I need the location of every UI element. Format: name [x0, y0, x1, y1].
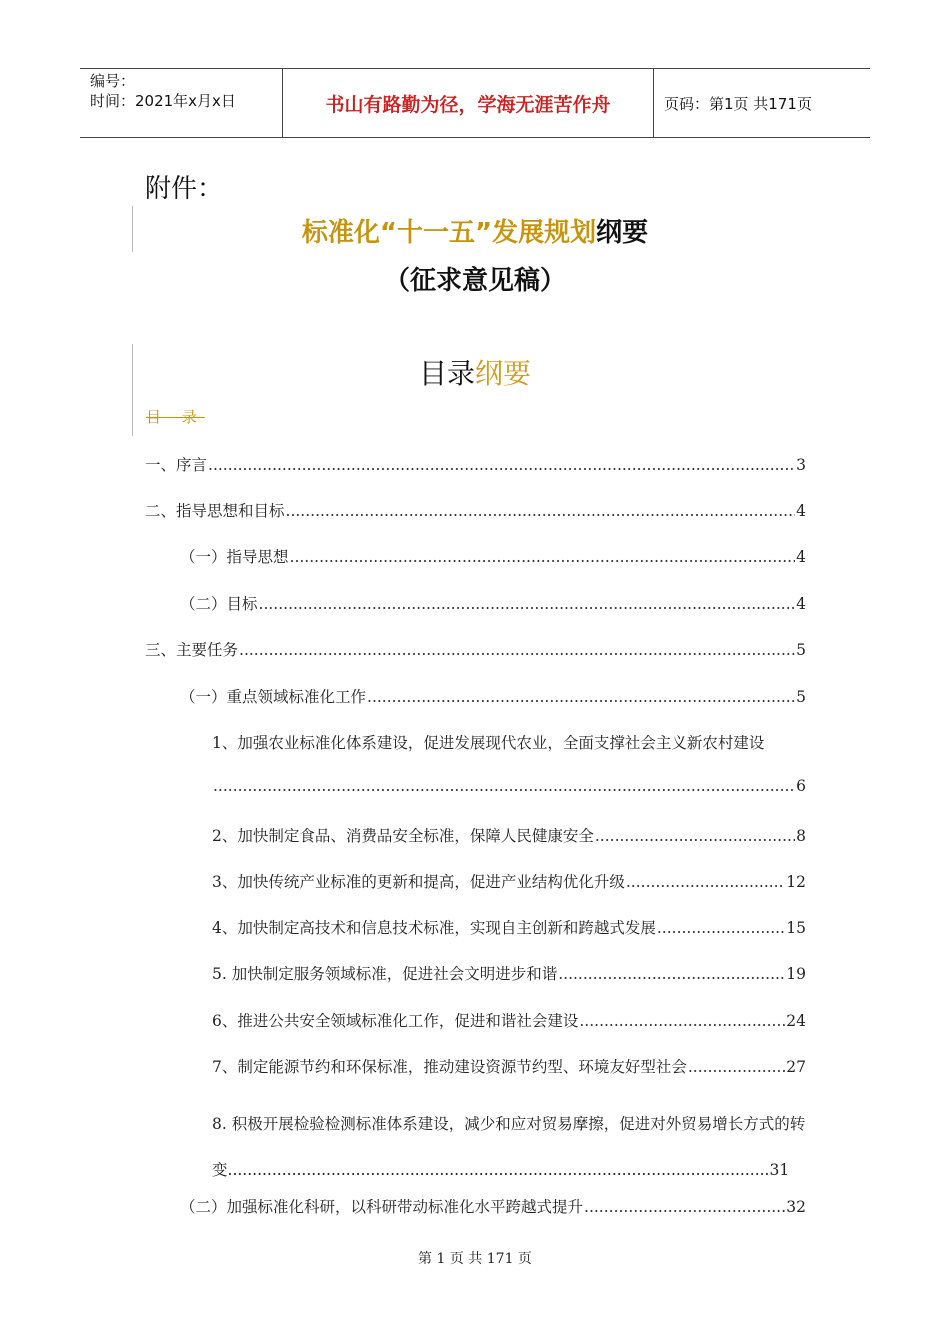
deleted-toc-label: 目 录: [146, 408, 205, 426]
toc-entry[interactable]: [212, 777, 806, 795]
toc-entry-text: （二）加强标准化科研，以科研带动标准化水平跨越式提升: [180, 1198, 584, 1216]
toc-entry-text: 二、指导思想和目标: [145, 502, 285, 520]
header-page-info: 页码：第1页 共171页: [664, 94, 812, 113]
toc-leader: [584, 1198, 785, 1216]
toc-entry[interactable]: [145, 453, 806, 475]
toc-entry-page: 4: [796, 548, 806, 566]
toc-leader: ..............................................................................................................: [227, 1161, 770, 1179]
title-suffix: 纲要: [596, 218, 649, 248]
page-footer: 第 1 页 共 171 页: [418, 1251, 532, 1267]
toc-leader: [558, 965, 785, 983]
toc-entry[interactable]: [212, 916, 806, 938]
toc-leader: [239, 641, 795, 659]
toc-entry-text: 2、加快制定食品、消费品安全标准，保障人民健康安全: [212, 827, 594, 845]
toc-entry-text: （一）指导思想: [180, 548, 289, 566]
toc-leader: [579, 1012, 785, 1030]
toc-leader: [367, 688, 795, 706]
toc-leader: [595, 827, 795, 845]
toc-entry[interactable]: [180, 545, 806, 567]
toc-entry-page: 31: [769, 1161, 790, 1179]
toc-entry-page: 8: [796, 827, 806, 845]
header-motto: 书山有路勤为径，学海无涯苦作舟: [282, 69, 654, 137]
toc-entry-text[interactable]: 1、加强农业标准化体系建设，促进发展现代农业，全面支撑社会主义新农村建设: [212, 734, 765, 752]
toc-leader: [626, 873, 785, 891]
toc-entry[interactable]: [180, 685, 806, 707]
toc-entry-page: 19: [786, 965, 806, 983]
toc-leader: [286, 502, 796, 520]
toc-leader: [290, 548, 796, 566]
toc-entry-page: 27: [786, 1058, 806, 1076]
toc-heading: [0, 352, 950, 392]
header-table: [80, 68, 870, 138]
toc-entry-text-wrapped: 8. 积极开展检验检测标准体系建设，减少和应对贸易摩擦，促进对外贸易增长方式的转变: [212, 1115, 806, 1179]
toc-entry-page: 15: [786, 919, 806, 937]
toc-entry-page: 3: [796, 456, 806, 474]
toc-entry-page: 5: [796, 641, 806, 659]
toc-heading-inserted: 纲要: [475, 357, 532, 390]
toc-entry[interactable]: [180, 1195, 806, 1217]
toc-entry-page: 24: [786, 1012, 806, 1030]
toc-leader: [688, 1058, 785, 1076]
toc-entry[interactable]: [145, 499, 806, 521]
toc-entry[interactable]: [212, 1055, 806, 1077]
toc-entry-page: 6: [796, 777, 806, 795]
toc-entry-page: 32: [786, 1198, 806, 1216]
toc-entry-text: （一）重点领域标准化工作: [180, 688, 367, 706]
header-meta: [80, 69, 282, 137]
title-main: 标准化“十一五”发展规划: [301, 218, 597, 248]
toc-entry-text: （二）目标: [180, 595, 258, 613]
toc-entry[interactable]: [145, 638, 806, 660]
toc-entry-text: 一、序言: [145, 456, 208, 474]
toc-heading-main: 目录: [418, 357, 475, 390]
document-number-label: 编号：: [90, 72, 136, 90]
toc-entry[interactable]: [212, 962, 806, 984]
document-subtitle: （征求意见稿）: [383, 266, 566, 296]
toc-entry-text: 7、制定能源节约和环保标准，推动建设资源节约型、环境友好型社会: [212, 1058, 687, 1076]
toc-entry-page: 12: [786, 873, 806, 891]
document-date: 时间：2021年x月x日: [90, 92, 236, 110]
toc-leader: [213, 777, 795, 795]
toc-entry-page: 4: [796, 595, 806, 613]
toc-leader: [657, 919, 785, 937]
toc-entry-text: 三、主要任务: [145, 641, 239, 659]
toc-entry[interactable]: [180, 592, 806, 614]
document-title: [0, 212, 950, 249]
toc-entry-text: 5. 加快制定服务领域标准，促进社会文明进步和谐: [212, 965, 558, 983]
toc-entry-page: 4: [796, 502, 806, 520]
toc-entry[interactable]: [212, 870, 806, 892]
attachment-label: 附件：: [145, 174, 224, 204]
toc-entry-page: 5: [796, 688, 806, 706]
toc-entry[interactable]: [212, 824, 806, 846]
toc-entry-text: 6、推进公共安全领域标准化工作，促进和谐社会建设: [212, 1012, 579, 1030]
toc-leader: [208, 456, 795, 474]
toc-leader: [259, 595, 796, 613]
toc-entry-text[interactable]: [212, 1101, 806, 1193]
toc-entry-text: 3、加快传统产业标准的更新和提高，促进产业结构优化升级: [212, 873, 625, 891]
toc-entry-text: 4、加快制定高技术和信息技术标准，实现自主创新和跨越式发展: [212, 919, 656, 937]
toc-entry[interactable]: [212, 1009, 806, 1031]
